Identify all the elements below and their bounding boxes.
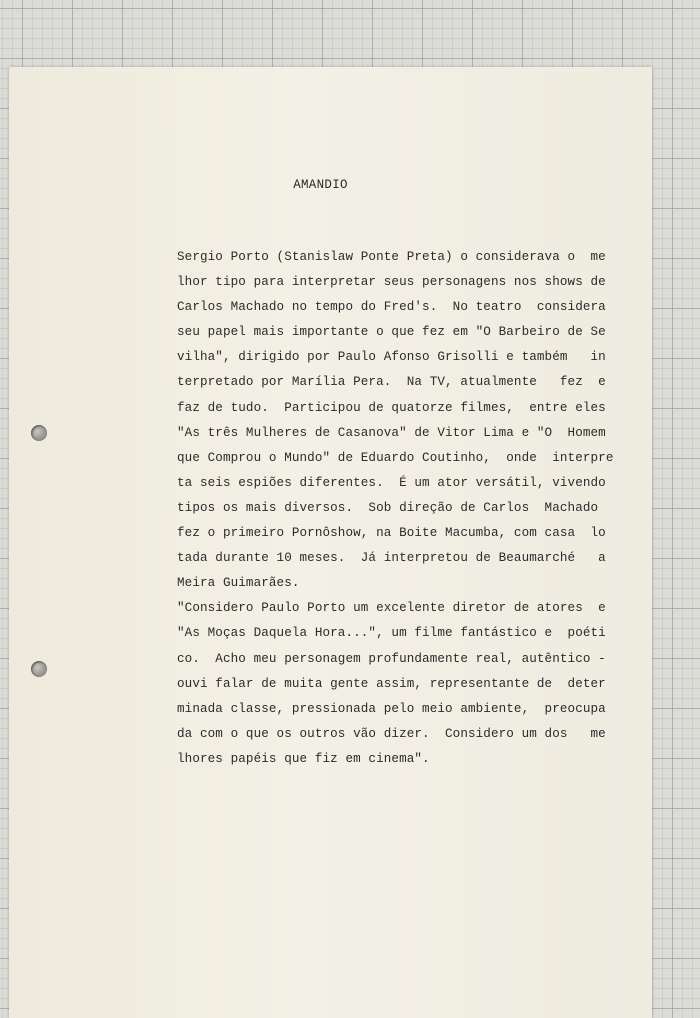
punch-hole — [31, 425, 47, 441]
text-line: lhores papéis que fiz em cinema". — [177, 751, 430, 766]
text-line: terpretado por Marília Pera. Na TV, atualmente fez e — [177, 375, 606, 390]
text-line: seu papel mais importante o que fez em "O Barbeiro de Se — [177, 325, 606, 340]
text-line: co. Acho meu personagem profundamente real, autêntico - — [177, 651, 606, 666]
text-line: Sergio Porto (Stanislaw Ponte Preta) o considerava o me — [177, 250, 606, 264]
text-line: fez o primeiro Pornôshow, na Boite Macumba, com casa lo — [177, 526, 606, 541]
text-line: ouvi falar de muita gente assim, representante de deter — [177, 676, 606, 691]
text-line: faz de tudo. Participou de quatorze filmes, entre eles — [177, 400, 606, 415]
text-line: "As Moças Daquela Hora...", um filme fantástico e poéti — [177, 626, 606, 641]
text-line: Meira Guimarães. — [177, 576, 300, 591]
text-line: minada classe, pressionada pelo meio ambiente, preocupa — [177, 701, 606, 716]
document-title: AMANDIO — [293, 178, 348, 192]
text-line: vilha", dirigido por Paulo Afonso Grisolli e também in — [177, 350, 606, 365]
punch-hole — [31, 661, 47, 677]
text-line: "Considero Paulo Porto um excelente diretor de atores e — [177, 601, 606, 616]
text-line: tipos os mais diversos. Sob direção de Carlos Machado — [177, 500, 599, 515]
text-line: ta seis espiões diferentes. É um ator versátil, vivendo — [177, 475, 606, 490]
text-line: da com o que os outros vão dizer. Considero um dos me — [177, 726, 606, 741]
paper-sheet — [9, 67, 652, 1018]
text-line: tada durante 10 meses. Já interpretou de Beaumarché a — [177, 551, 606, 566]
typed-body-text — [177, 245, 614, 772]
text-line: lhor tipo para interpretar seus personagens nos shows de — [177, 275, 606, 290]
text-line: "As três Mulheres de Casanova" de Vitor Lima e "O Homem — [177, 425, 606, 440]
text-line: Carlos Machado no tempo do Fred's. No teatro considera — [177, 300, 606, 315]
text-line: que Comprou o Mundo" de Eduardo Coutinho, onde interpre — [177, 450, 614, 465]
